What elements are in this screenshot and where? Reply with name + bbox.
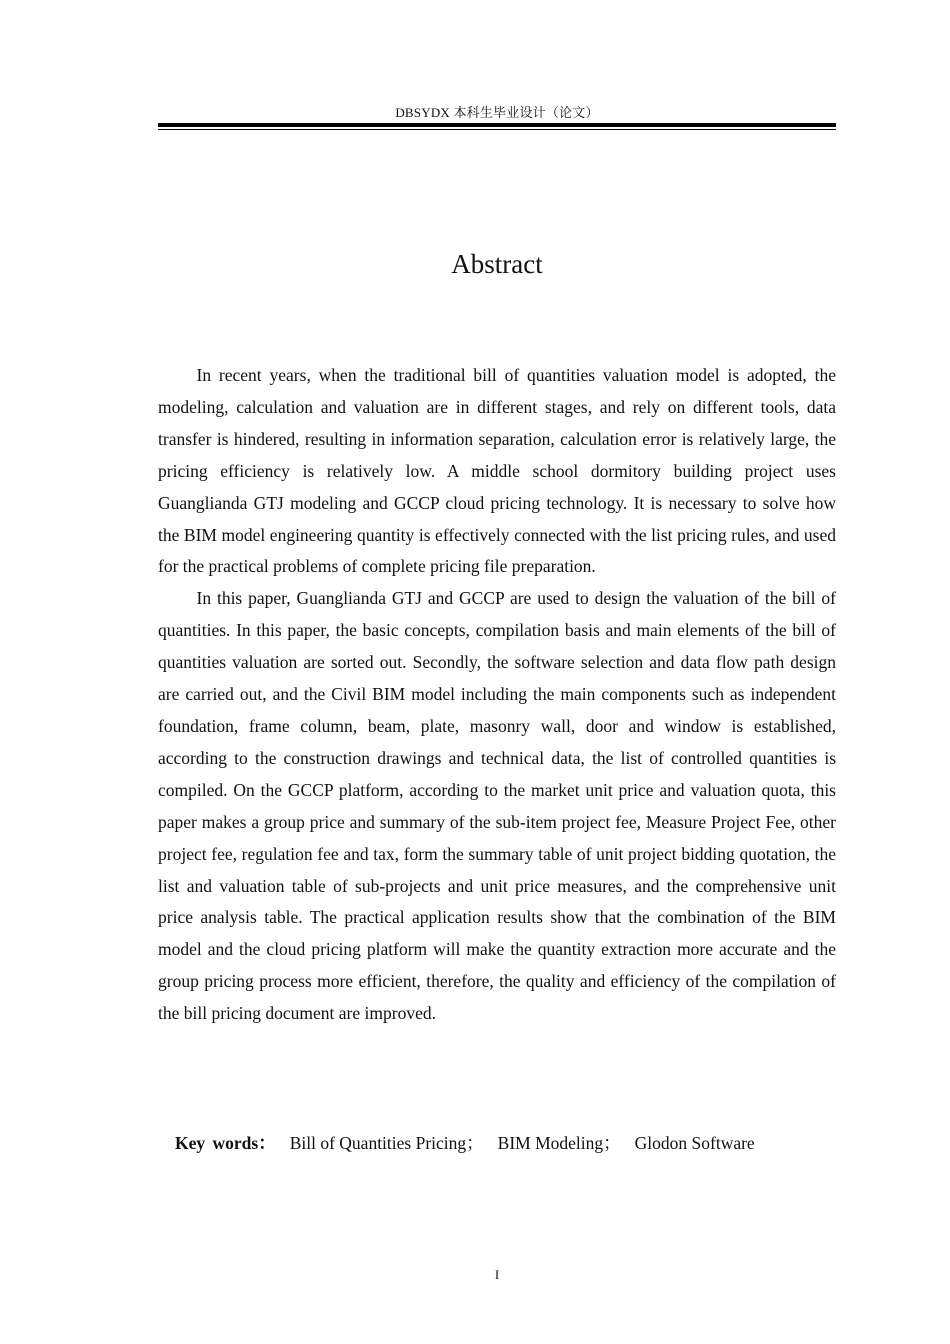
abstract-paragraph-2: In this paper, Guanglianda GTJ and GCCP are used to design the valuation of the bill of quantities. In this paper, the basic concepts, compilation basis and main elements of the bill of quantities valuation are sorted out. Secondly, the software selection and data flow path design are carried out, and the Civil BIM model including the main components such as independent foundation, frame column, beam, plate, masonry wall, door and window is established, according to the construction drawings and technical data, the list of controlled quantities is compiled. On the GCCP platform, according to the market unit price and valuation quota, this paper makes a group price and summary of the sub-item project fee, Measure Project Fee, other project fee, regulation fee and tax, form the summary table of unit project bidding quotation, the list and valuation table of sub-projects and unit price measures, and the comprehensive unit price analysis table. The practical application results show that the combination of the BIM model and the cloud pricing platform will make the quantity extraction more accurate and the group pricing process more efficient, therefore, the quality and efficiency of the compilation of the bill pricing document are improved.	[158, 588, 836, 1024]
keyword-item: BIM Modeling；	[497, 1133, 621, 1153]
keyword-item: Glodon Software	[634, 1133, 755, 1153]
page-title: Abstract	[451, 249, 543, 279]
header-rule-thick	[158, 123, 836, 127]
keyword-item: Bill of Quantities Pricing；	[289, 1133, 484, 1153]
page-number: I	[494, 1267, 500, 1282]
keywords-label: Key words：	[175, 1133, 276, 1153]
abstract-body	[158, 360, 836, 1030]
abstract-paragraph-1: In recent years, when the traditional bill of quantities valuation model is adopted, the modeling, calculation and valuation are in different stages, and rely on different tools, data transfer is hindered, resulting in information separation, calculation error is relatively large, the pricing efficiency is relatively low. A middle school dormitory building project uses Guanglianda GTJ modeling and GCCP cloud pricing technology. It is necessary to solve how the BIM model engineering quantity is effectively connected with the list pricing rules, and used for the practical problems of complete pricing file preparation.	[158, 365, 836, 577]
keywords-line	[175, 1128, 755, 1158]
running-header: DBSYDX 本科生毕业设计（论文）	[395, 105, 599, 120]
header-rule-thin	[158, 129, 836, 130]
